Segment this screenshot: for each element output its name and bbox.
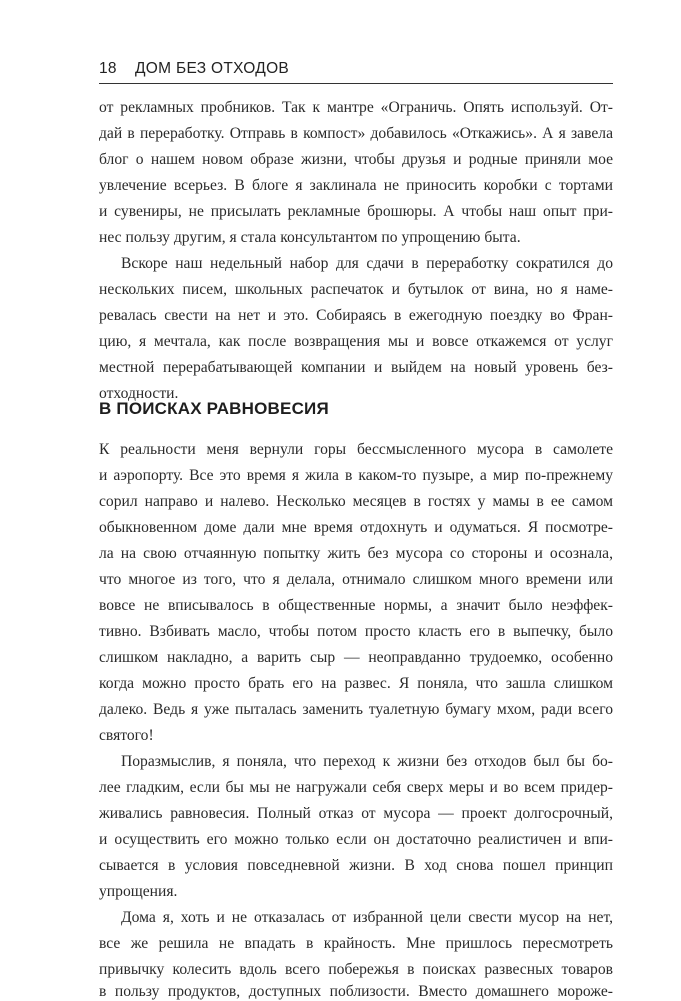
text-line: обыкновенном доме дали мне время отдохнуть и одуматься. Я посмотре- — [99, 519, 613, 536]
text-line: Вскоре наш недельный набор для сдачи в переработку сократился до — [121, 255, 613, 272]
text-line: далеко. Ведь я уже пыталась заменить туалетную бумагу мхом, ради всего — [99, 701, 613, 718]
text-line: и сувениры, не присылать рекламные брошюры. А чтобы наш опыт при- — [99, 203, 613, 220]
text-line: Поразмыслив, я поняла, что переход к жизни без отходов был бы бо- — [121, 753, 613, 770]
text-line: когда можно просто брать его на развес. Я поняла, что зашла слишком — [99, 675, 613, 692]
section-heading: В ПОИСКАХ РАВНОВЕСИЯ — [99, 399, 329, 418]
text-line: Дома я, хоть и не отказалась от избранной цели свести мусор на нет, — [121, 909, 613, 926]
text-line: ла на свою отчаянную попытку жить без мусора со стороны и осознала, — [99, 545, 613, 562]
text-line: вовсе не вписывалось в общественные нормы, а значит было неэффек- — [99, 597, 613, 614]
text-line: сорил направо и налево. Несколько месяцев в гостях у мамы в ее самом — [99, 493, 613, 510]
text-line: местной перерабатывающей компании и выйдем на новый уровень без- — [99, 359, 613, 376]
text-line: и осуществить его можно только если он достаточно реалистичен и впи- — [99, 831, 613, 848]
text-line: что многое из того, что я делала, отнимало слишком много времени или — [99, 571, 613, 588]
text-line: дай в переработку. Отправь в компост» добавилось «Откажись». А я завела — [99, 125, 613, 142]
text-line: К реальности меня вернули горы бессмысленного мусора в самолете — [99, 441, 613, 458]
text-line: привычку колесить вдоль всего побережья в поисках развесных товаров — [99, 961, 613, 978]
header-rule — [99, 83, 613, 84]
text-line: отходности. — [99, 385, 179, 402]
text-line: ревалась свести на нет и это. Собираясь в ежегодную поездку во Фран- — [99, 307, 613, 324]
running-title: ДОМ БЕЗ ОТХОДОВ — [135, 60, 290, 77]
text-line: увлечение всерьез. В блоге я заклинала не приносить коробки с тортами — [99, 177, 613, 194]
text-line: и аэропорту. Все это время я жила в каком-то пузыре, а мир по-прежнему — [99, 467, 613, 484]
text-line: цию, я мечтала, как после возвращения мы и вовсе откажемся от услуг — [99, 333, 613, 350]
text-line: все же решила не впадать в крайность. Мне пришлось пересмотреть — [99, 935, 613, 952]
text-line: в пользу продуктов, доступных поблизости. Вместо домашнего мороже- — [99, 983, 613, 1000]
text-line: упрощения. — [99, 883, 178, 900]
text-line: тивно. Взбивать масло, чтобы потом просто класть его в выпечку, было — [99, 623, 613, 640]
text-line: лее гладким, если бы мы не нагружали себя сверх меры и во всем придер- — [99, 779, 613, 796]
text-line: от рекламных пробников. Так к мантре «Ограничь. Опять используй. От- — [99, 99, 613, 116]
text-line: нескольких писем, школьных распечаток и бутылок от вина, но я наме- — [99, 281, 613, 298]
text-line: слишком накладно, а варить сыр — неоправданно трудоемко, особенно — [99, 649, 613, 666]
text-line: живались равновесия. Полный отказ от мусора — проект долгосрочный, — [99, 805, 613, 822]
text-line: блог о нашем новом образе жизни, чтобы друзья и родные приняли мое — [99, 151, 613, 168]
text-line: нес пользу другим, я стала консультантом по упрощению быта. — [99, 229, 521, 246]
page-number: 18 — [99, 60, 117, 77]
text-line: святого! — [99, 727, 154, 744]
text-line: сывается в условия повседневной жизни. В ход снова пошел принцип — [99, 857, 613, 874]
